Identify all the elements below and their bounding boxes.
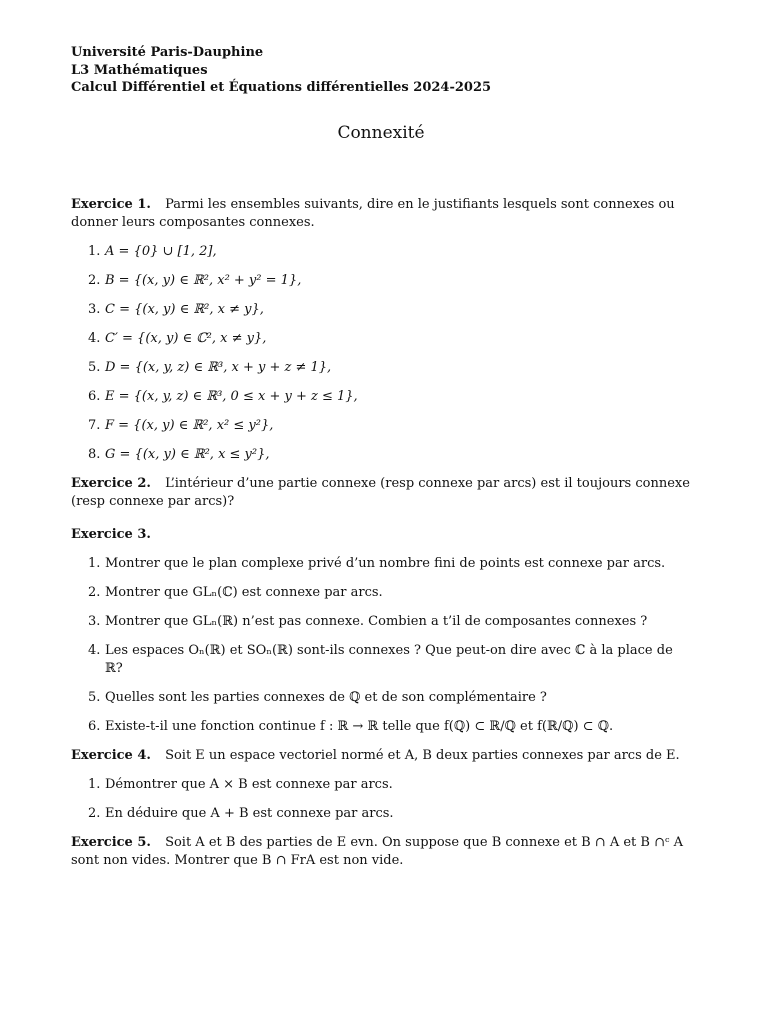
exercise-4 xyxy=(71,747,691,765)
item-number: 8. xyxy=(88,446,101,462)
item-text: C′ = {(x, y) ∈ ℂ², x ≠ y}, xyxy=(105,330,267,346)
list-item xyxy=(71,555,691,573)
item-text: A = {0} ∪ [1, 2], xyxy=(105,243,217,259)
item-text: G = {(x, y) ∈ ℝ², x ≤ y²}, xyxy=(105,446,270,462)
university-name: Université Paris-Dauphine xyxy=(71,45,264,60)
item-text: B = {(x, y) ∈ ℝ², x² + y² = 1}, xyxy=(105,272,302,288)
exercise-5 xyxy=(71,834,691,870)
item-text: En déduire que A + B est connexe par arcs. xyxy=(105,805,394,821)
list-item xyxy=(71,584,691,602)
item-number: 2. xyxy=(88,272,101,288)
item-text: C = {(x, y) ∈ ℝ², x ≠ y}, xyxy=(105,301,264,317)
exercise-1-text: Parmi les ensembles suivants, dire en le justifiants lesquels sont connexes ou donner leurs composantes connexes. xyxy=(71,196,675,230)
item-number: 2. xyxy=(88,805,101,821)
item-number: 6. xyxy=(88,388,101,404)
item-text: E = {(x, y, z) ∈ ℝ³, 0 ≤ x + y + z ≤ 1}, xyxy=(105,388,358,404)
item-number: 3. xyxy=(88,301,101,317)
course-name: Calcul Différentiel et Équations différentielles 2024-2025 xyxy=(71,80,492,95)
exercise-4-label: Exercice 4. xyxy=(71,747,151,763)
list-item xyxy=(71,243,691,261)
page-title: Connexité xyxy=(337,122,425,143)
list-item xyxy=(71,613,691,631)
item-text: F = {(x, y) ∈ ℝ², x² ≤ y²}, xyxy=(105,417,274,433)
document-page xyxy=(71,44,691,870)
list-item xyxy=(71,301,691,319)
item-text: Existe-t-il une fonction continue f : ℝ → ℝ telle que f(ℚ) ⊂ ℝ/ℚ et f(ℝ/ℚ) ⊂ ℚ. xyxy=(105,718,614,734)
item-number: 4. xyxy=(88,330,101,346)
item-number: 1. xyxy=(88,776,101,792)
item-number: 3. xyxy=(88,613,101,629)
item-number: 2. xyxy=(88,584,101,600)
list-item xyxy=(71,689,691,707)
exercise-5-text: Soit A et B des parties de E evn. On suppose que B connexe et B ∩ A et B ∩ᶜ A sont non vides. Montrer que B ∩ FrA est non vide. xyxy=(71,834,684,868)
item-number: 7. xyxy=(88,417,101,433)
item-number: 5. xyxy=(88,689,101,705)
exercise-5-label: Exercice 5. xyxy=(71,834,151,850)
list-item xyxy=(71,776,691,794)
exercise-1-list xyxy=(71,243,691,464)
exercise-3 xyxy=(71,526,691,544)
item-text: Montrer que GLₙ(ℝ) n’est pas connexe. Combien a t’il de composantes connexes ? xyxy=(105,613,648,629)
item-text: Montrer que GLₙ(ℂ) est connexe par arcs. xyxy=(105,584,383,600)
exercise-1-label: Exercice 1. xyxy=(71,196,151,212)
exercise-2 xyxy=(71,475,691,511)
list-item xyxy=(71,388,691,406)
item-number: 1. xyxy=(88,243,101,259)
list-item xyxy=(71,642,691,678)
exercise-4-text: Soit E un espace vectoriel normé et A, B deux parties connexes par arcs de E. xyxy=(165,747,680,763)
program-name: L3 Mathématiques xyxy=(71,62,208,78)
exercise-3-list xyxy=(71,555,691,736)
item-number: 6. xyxy=(88,718,101,734)
list-item xyxy=(71,446,691,464)
item-number: 1. xyxy=(88,555,101,571)
exercise-2-label: Exercice 2. xyxy=(71,475,151,491)
exercise-2-text: L’intérieur d’une partie connexe (resp connexe par arcs) est il toujours connexe (resp connexe par arcs)? xyxy=(71,475,690,509)
item-text: Montrer que le plan complexe privé d’un nombre fini de points est connexe par arcs. xyxy=(105,555,666,571)
exercise-4-list xyxy=(71,776,691,823)
item-number: 4. xyxy=(88,642,101,658)
exercise-3-label: Exercice 3. xyxy=(71,526,151,542)
item-number: 5. xyxy=(88,359,101,375)
list-item xyxy=(71,417,691,435)
list-item xyxy=(71,330,691,348)
exercise-1 xyxy=(71,196,691,232)
item-text: Démontrer que A × B est connexe par arcs. xyxy=(105,776,393,792)
item-text: Quelles sont les parties connexes de ℚ et de son complémentaire ? xyxy=(105,689,547,705)
list-item xyxy=(71,718,691,736)
list-item xyxy=(71,359,691,377)
item-text: Les espaces Oₙ(ℝ) et SOₙ(ℝ) sont-ils connexes ? Que peut-on dire avec ℂ à la place de ℝ? xyxy=(105,642,673,676)
list-item xyxy=(71,272,691,290)
item-text: D = {(x, y, z) ∈ ℝ³, x + y + z ≠ 1}, xyxy=(105,359,332,375)
list-item xyxy=(71,805,691,823)
